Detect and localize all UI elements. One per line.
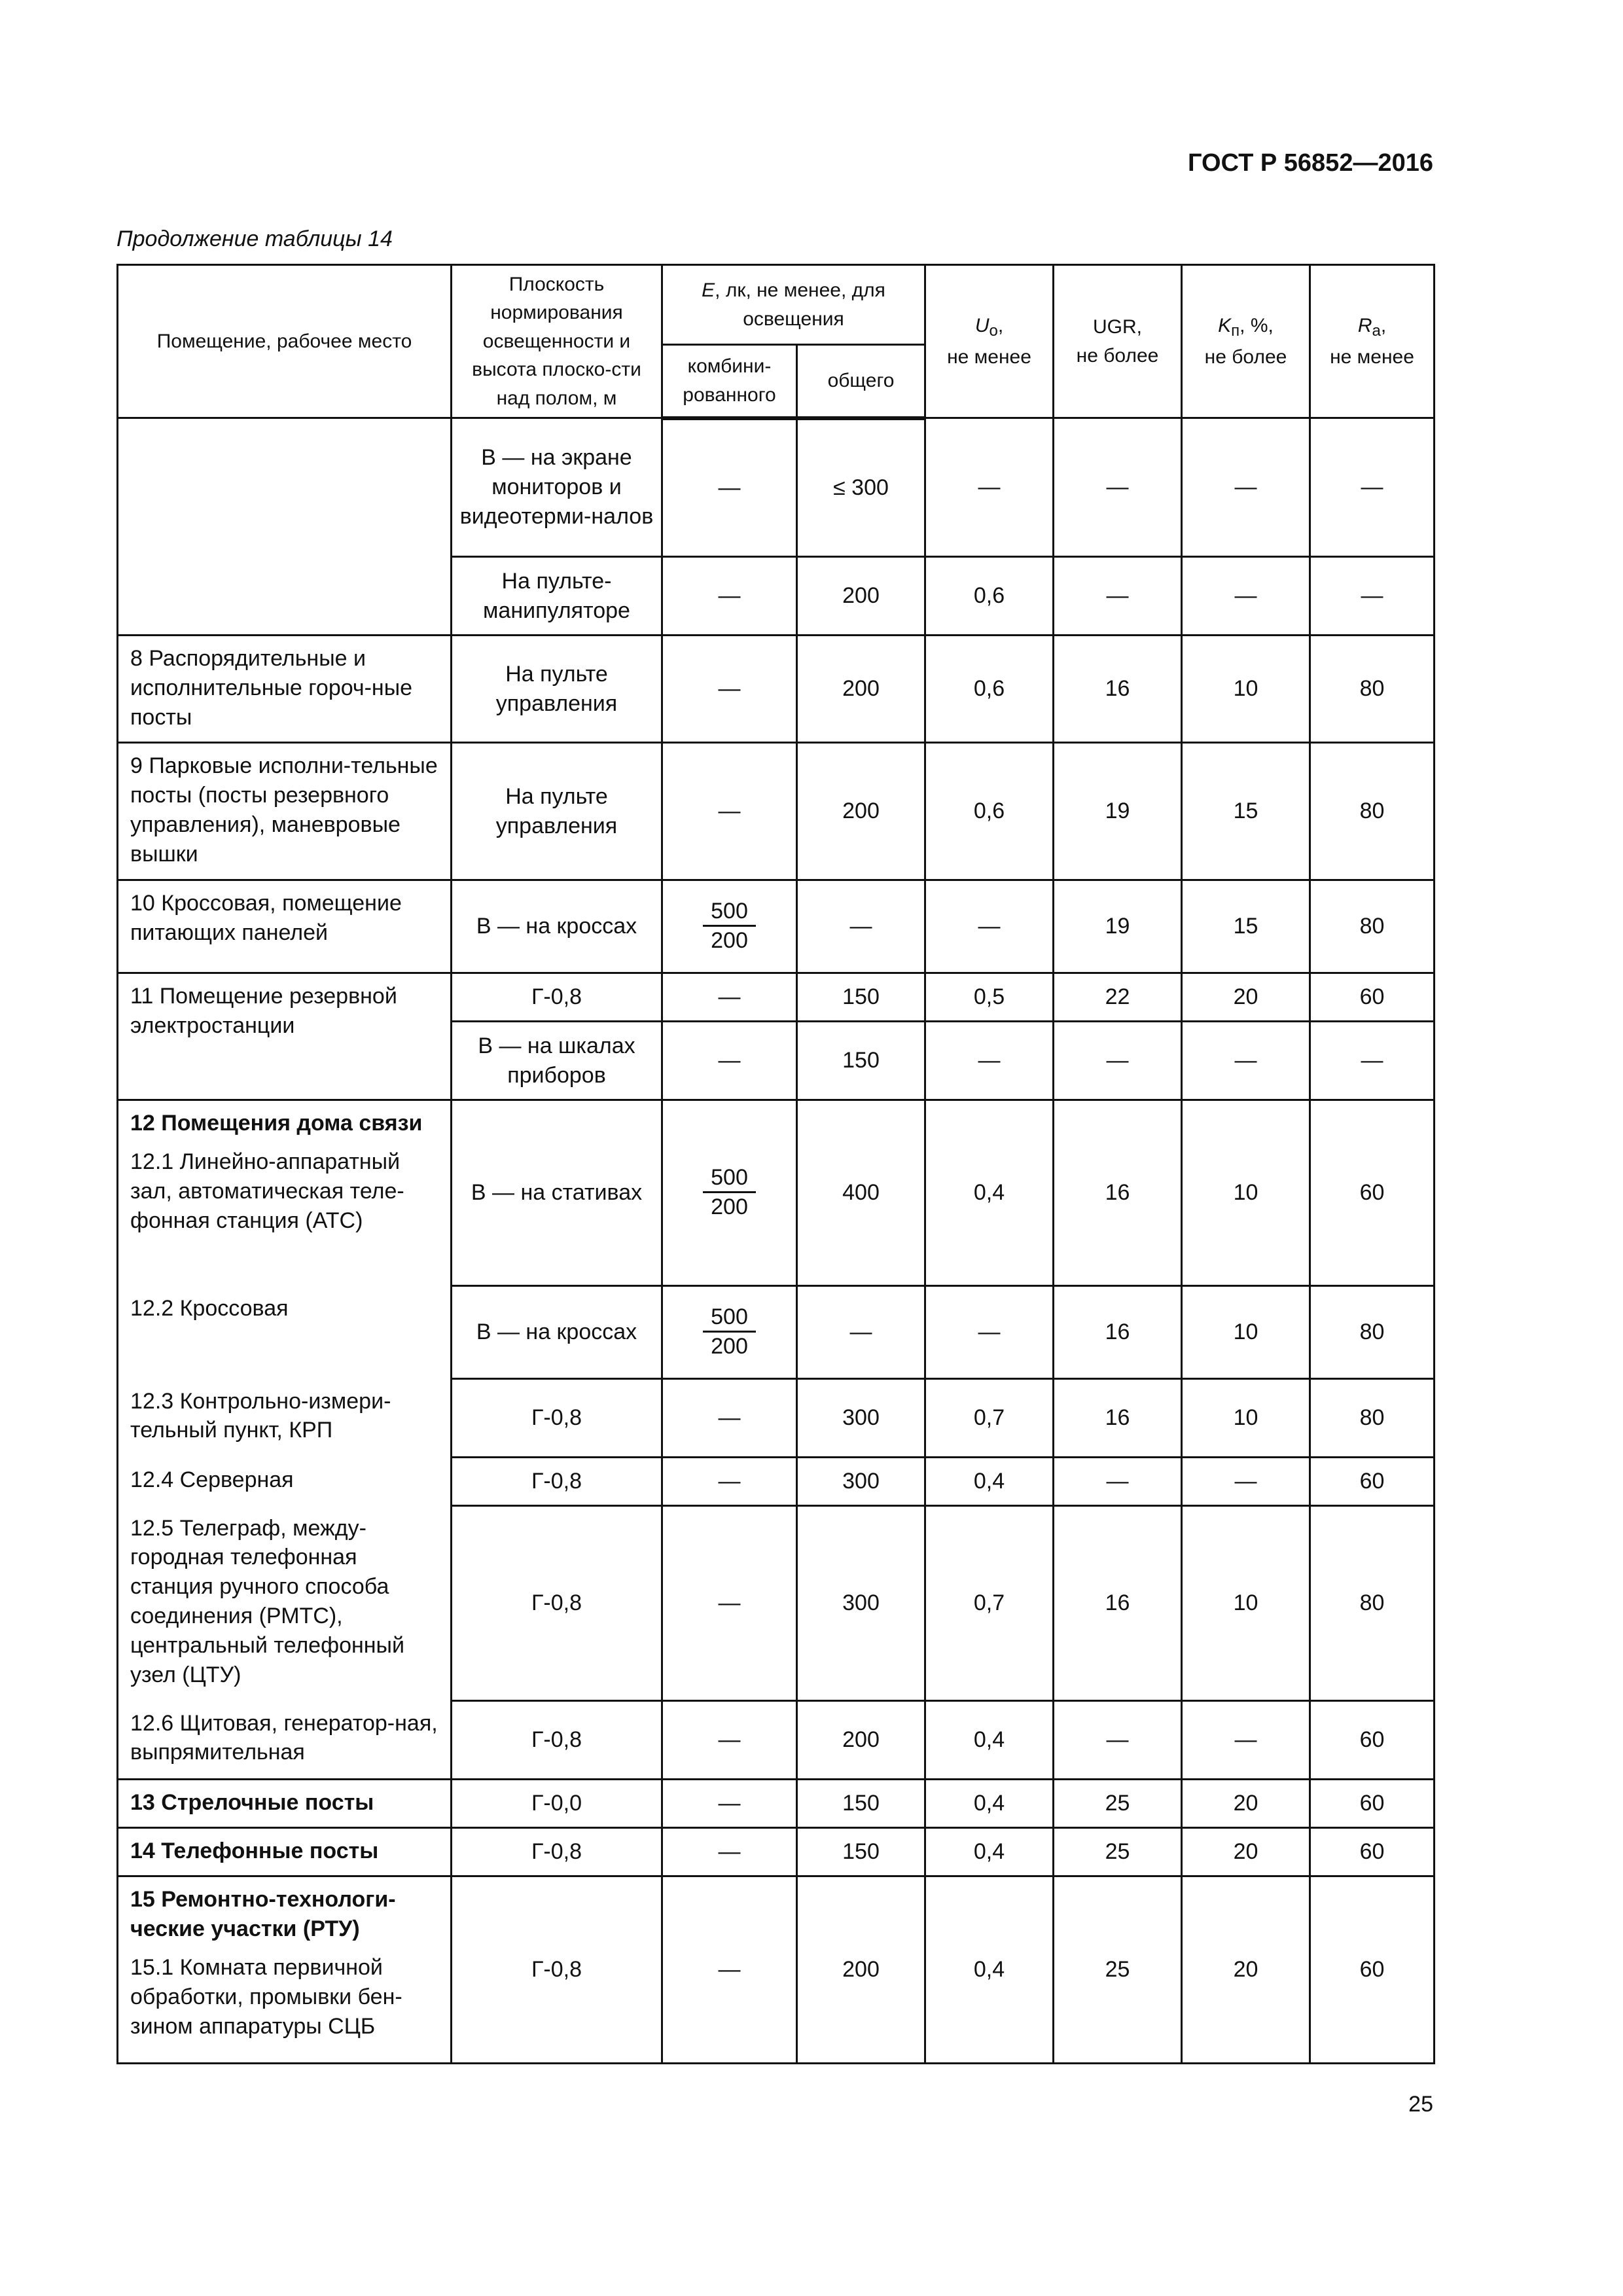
- combined-cell: —: [662, 1701, 797, 1780]
- col-header-ugr: UGR, не более: [1054, 265, 1182, 418]
- u0-cell: —: [925, 418, 1054, 557]
- kp-cell: 20: [1182, 1876, 1310, 2064]
- u0-cell: —: [925, 880, 1054, 973]
- ra-cell: 80: [1310, 1286, 1435, 1379]
- ugr-cell: 16: [1054, 636, 1182, 743]
- ugr-cell: —: [1054, 557, 1182, 636]
- combined-cell: —: [662, 1828, 797, 1876]
- lighting-norms-table: [116, 264, 1435, 2064]
- standard-number: ГОСТ Р 56852—2016: [1188, 149, 1433, 177]
- table-caption: Продолжение таблицы 14: [116, 226, 393, 251]
- ugr-cell: 22: [1054, 973, 1182, 1022]
- table-row: [118, 1876, 1435, 2064]
- table-row: [118, 1379, 1435, 1458]
- plane-cell: В — на шкалах приборов: [452, 1022, 662, 1100]
- table-row: [118, 1458, 1435, 1506]
- kp-cell: 10: [1182, 636, 1310, 743]
- u0-cell: 0,4: [925, 1701, 1054, 1780]
- ugr-cell: 16: [1054, 1506, 1182, 1701]
- room-cell: 13 Стрелочные посты: [118, 1780, 452, 1828]
- ra-cell: 60: [1310, 973, 1435, 1022]
- table-row: [118, 418, 1435, 557]
- plane-cell: Г-0,8: [452, 1506, 662, 1701]
- fraction-value: $\frac{500}{200}$: [703, 1164, 756, 1221]
- combined-cell: [662, 1100, 797, 1286]
- room-cell: 12.3 Контрольно-измери-тельный пункт, КРП: [118, 1379, 452, 1458]
- u0-cell: 0,4: [925, 1100, 1054, 1286]
- plane-cell: Г-0,0: [452, 1780, 662, 1828]
- room-cell: 8 Распорядительные и исполнительные гороч-ные посты: [118, 636, 452, 743]
- u0-cell: 0,7: [925, 1506, 1054, 1701]
- combined-cell: [662, 1286, 797, 1379]
- table-row: [118, 743, 1435, 880]
- general-cell: ≤ 300: [797, 418, 925, 557]
- combined-cell: —: [662, 418, 797, 557]
- ra-cell: 80: [1310, 1506, 1435, 1701]
- general-cell: —: [797, 1286, 925, 1379]
- u0-cell: 0,5: [925, 973, 1054, 1022]
- room-cell: 11 Помещение резервной электростанции: [118, 973, 452, 1100]
- general-cell: —: [797, 880, 925, 973]
- plane-cell: В — на экране мониторов и видеотерми-налов: [452, 418, 662, 557]
- room-cell: [118, 1876, 452, 2064]
- room-cell: 12.2 Кроссовая: [118, 1286, 452, 1379]
- combined-cell: —: [662, 1458, 797, 1506]
- general-cell: 300: [797, 1458, 925, 1506]
- ra-cell: 60: [1310, 1458, 1435, 1506]
- col-header-ra: $R_a$, не менее: [1310, 265, 1435, 418]
- ugr-cell: —: [1054, 1458, 1182, 1506]
- plane-cell: В — на кроссах: [452, 1286, 662, 1379]
- general-cell: 150: [797, 1022, 925, 1100]
- plane-cell: Г-0,8: [452, 1379, 662, 1458]
- fraction-value: $\frac{500}{200}$: [703, 897, 756, 955]
- u0-cell: 0,4: [925, 1458, 1054, 1506]
- combined-cell: —: [662, 973, 797, 1022]
- plane-cell: В — на кроссах: [452, 880, 662, 973]
- ugr-cell: 16: [1054, 1379, 1182, 1458]
- table-row: [118, 1506, 1435, 1701]
- col-header-plane: Плоскость нормирования освещенности и высота плоско-сти над полом, м: [452, 265, 662, 418]
- u0-cell: —: [925, 1022, 1054, 1100]
- section-title: 15 Ремонтно-технологи-ческие участки (РТУ): [130, 1887, 396, 1941]
- plane-cell: Г-0,8: [452, 1828, 662, 1876]
- combined-cell: —: [662, 1379, 797, 1458]
- table-row: [118, 1286, 1435, 1379]
- ra-cell: —: [1310, 1022, 1435, 1100]
- kp-cell: 20: [1182, 1828, 1310, 1876]
- ugr-cell: 25: [1054, 1876, 1182, 2064]
- general-cell: 200: [797, 743, 925, 880]
- plane-cell: Г-0,8: [452, 1458, 662, 1506]
- u0-cell: 0,6: [925, 743, 1054, 880]
- ra-cell: 80: [1310, 880, 1435, 973]
- combined-cell: —: [662, 557, 797, 636]
- u0-cell: 0,4: [925, 1876, 1054, 2064]
- room-cell: [118, 1100, 452, 1286]
- ra-cell: —: [1310, 418, 1435, 557]
- kp-cell: —: [1182, 1701, 1310, 1780]
- combined-cell: —: [662, 743, 797, 880]
- general-cell: 200: [797, 1701, 925, 1780]
- plane-cell: На пульте управления: [452, 743, 662, 880]
- kp-cell: —: [1182, 418, 1310, 557]
- general-cell: 300: [797, 1379, 925, 1458]
- ra-cell: 80: [1310, 743, 1435, 880]
- ugr-cell: 25: [1054, 1828, 1182, 1876]
- plane-cell: На пульте управления: [452, 636, 662, 743]
- combined-cell: —: [662, 1780, 797, 1828]
- ugr-cell: 16: [1054, 1286, 1182, 1379]
- general-cell: 400: [797, 1100, 925, 1286]
- room-name: 15.1 Комната первичной обработки, промывки бен-зином аппаратуры СЦБ: [130, 1954, 402, 2039]
- table-row: [118, 880, 1435, 973]
- table-row: [118, 1701, 1435, 1780]
- kp-cell: —: [1182, 1022, 1310, 1100]
- col-header-kp: $K_п$, %, не более: [1182, 265, 1310, 418]
- kp-cell: 10: [1182, 1379, 1310, 1458]
- col-header-combined: комбини-рованного: [662, 345, 797, 418]
- combined-cell: [662, 880, 797, 973]
- ra-cell: 60: [1310, 1100, 1435, 1286]
- ra-cell: —: [1310, 557, 1435, 636]
- combined-cell: —: [662, 1022, 797, 1100]
- col-header-room: Помещение, рабочее место: [118, 265, 452, 418]
- ra-cell: 60: [1310, 1876, 1435, 2064]
- general-cell: 150: [797, 1780, 925, 1828]
- header-row: [118, 265, 1435, 345]
- plane-cell: Г-0,8: [452, 973, 662, 1022]
- kp-cell: 15: [1182, 880, 1310, 973]
- kp-cell: 10: [1182, 1286, 1310, 1379]
- room-cell: 14 Телефонные посты: [118, 1828, 452, 1876]
- ra-cell: 60: [1310, 1780, 1435, 1828]
- ra-cell: 80: [1310, 1379, 1435, 1458]
- col-header-u0: $U_o$, не менее: [925, 265, 1054, 418]
- u0-cell: 0,6: [925, 557, 1054, 636]
- ugr-cell: —: [1054, 418, 1182, 557]
- general-cell: 200: [797, 557, 925, 636]
- plane-cell: В — на стативах: [452, 1100, 662, 1286]
- general-cell: 200: [797, 636, 925, 743]
- combined-cell: —: [662, 1506, 797, 1701]
- col-header-general: общего: [797, 345, 925, 418]
- plane-cell: Г-0,8: [452, 1701, 662, 1780]
- general-cell: 300: [797, 1506, 925, 1701]
- room-name: 12.1 Линейно-аппаратный зал, автоматическая теле-фонная станция (АТС): [130, 1149, 404, 1233]
- table-row: [118, 973, 1435, 1022]
- ra-cell: 60: [1310, 1701, 1435, 1780]
- general-cell: 200: [797, 1876, 925, 2064]
- combined-cell: —: [662, 636, 797, 743]
- general-cell: 150: [797, 1828, 925, 1876]
- plane-cell: На пульте-манипуляторе: [452, 557, 662, 636]
- ra-cell: 80: [1310, 636, 1435, 743]
- kp-cell: 20: [1182, 973, 1310, 1022]
- kp-cell: —: [1182, 557, 1310, 636]
- u0-cell: 0,7: [925, 1379, 1054, 1458]
- ugr-cell: 16: [1054, 1100, 1182, 1286]
- fraction-value: $\frac{500}{200}$: [703, 1303, 756, 1361]
- room-cell: 12.4 Серверная: [118, 1458, 452, 1506]
- kp-cell: 15: [1182, 743, 1310, 880]
- room-cell: 12.6 Щитовая, генератор-ная, выпрямительная: [118, 1701, 452, 1780]
- kp-cell: 10: [1182, 1100, 1310, 1286]
- room-cell: 10 Кроссовая, помещение питающих панелей: [118, 880, 452, 973]
- table-row: [118, 636, 1435, 743]
- general-cell: 150: [797, 973, 925, 1022]
- ugr-cell: —: [1054, 1701, 1182, 1780]
- combined-cell: —: [662, 1876, 797, 2064]
- room-cell: 12.5 Телеграф, между-городная телефонная станция ручного способа соединения (РМТС), центральный телефонный узел (ЦТУ): [118, 1506, 452, 1701]
- table-row: [118, 1828, 1435, 1876]
- room-cell: 9 Парковые исполни-тельные посты (посты резервного управления), маневровые вышки: [118, 743, 452, 880]
- section-title: 12 Помещения дома связи: [130, 1111, 423, 1136]
- plane-cell: Г-0,8: [452, 1876, 662, 2064]
- u0-cell: —: [925, 1286, 1054, 1379]
- page-number: 25: [1408, 2092, 1433, 2117]
- room-cell: [118, 418, 452, 636]
- u0-cell: 0,4: [925, 1828, 1054, 1876]
- ugr-cell: —: [1054, 1022, 1182, 1100]
- kp-cell: —: [1182, 1458, 1310, 1506]
- kp-cell: 20: [1182, 1780, 1310, 1828]
- ugr-cell: 25: [1054, 1780, 1182, 1828]
- u0-cell: 0,4: [925, 1780, 1054, 1828]
- ugr-cell: 19: [1054, 743, 1182, 880]
- table-row: [118, 1780, 1435, 1828]
- kp-cell: 10: [1182, 1506, 1310, 1701]
- table-row: [118, 1100, 1435, 1286]
- u0-cell: 0,6: [925, 636, 1054, 743]
- col-header-illuminance: E, лк, не менее, для освещения: [662, 265, 925, 345]
- ra-cell: 60: [1310, 1828, 1435, 1876]
- ugr-cell: 19: [1054, 880, 1182, 973]
